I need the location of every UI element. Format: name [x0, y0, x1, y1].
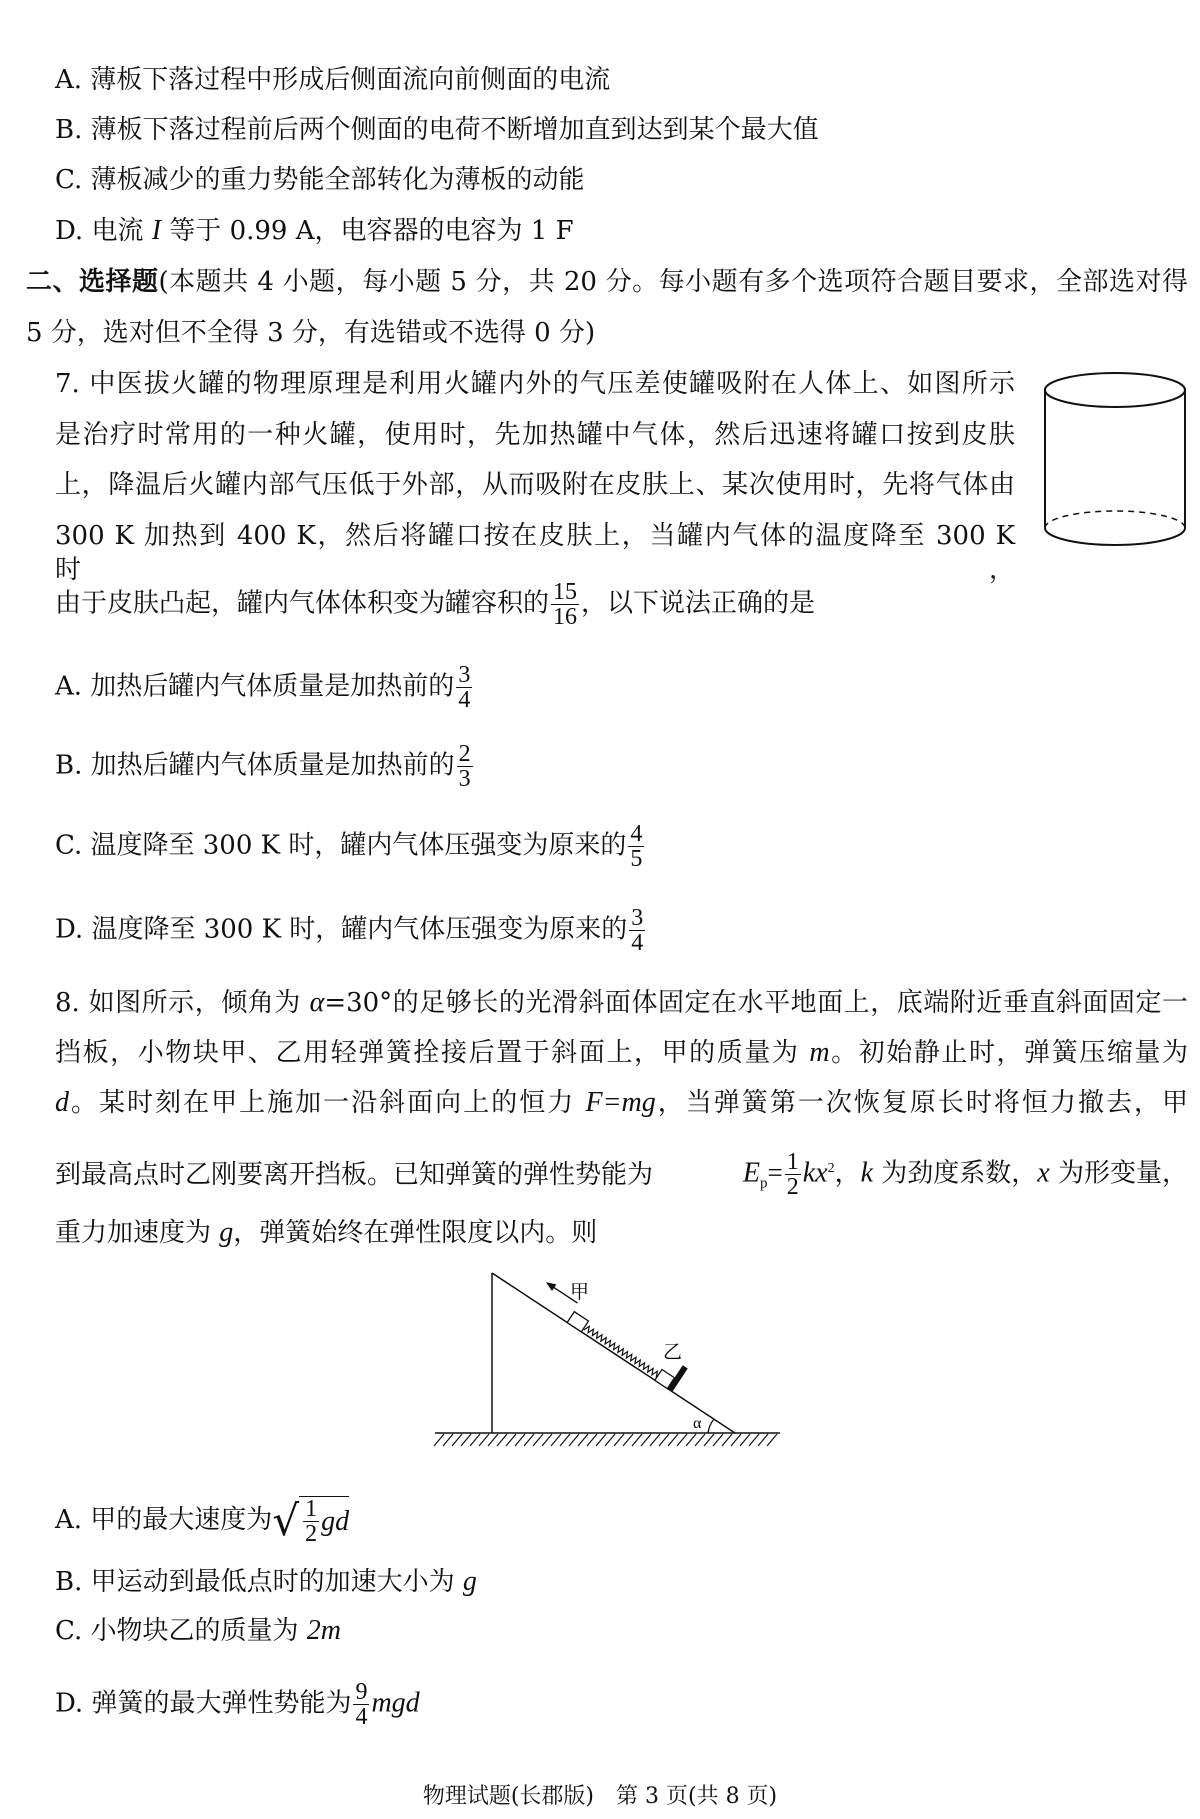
- text: A. 甲的最大速度为: [55, 1505, 273, 1535]
- var-i: I: [151, 215, 162, 246]
- denominator: 4: [458, 687, 471, 713]
- ground-hatch: [569, 1434, 579, 1446]
- ground-hatch: [452, 1434, 462, 1446]
- text: 。某时刻在甲上施加一沿斜面向上的恒力: [69, 1088, 586, 1118]
- text: ，以下说法正确的是: [581, 588, 816, 619]
- numerator: 2: [458, 741, 471, 767]
- ground-hatch: [632, 1434, 642, 1446]
- section-title: 二、选择题: [26, 267, 159, 297]
- text: D. 温度降至 300 K 时，罐内气体压强变为原来的: [55, 914, 628, 945]
- fraction: [456, 663, 472, 712]
- var: m: [809, 1037, 830, 1068]
- ground-hatch: [740, 1434, 750, 1446]
- incline-figure: [430, 1270, 790, 1470]
- fraction: [353, 1680, 369, 1729]
- ground-hatch: [497, 1434, 507, 1446]
- alpha-label: α: [693, 1415, 702, 1432]
- q8-line: [55, 1086, 1188, 1120]
- denominator: 16: [553, 604, 578, 630]
- var: mgd: [371, 1687, 420, 1719]
- q7-line: 上，降温后火罐内部气压低于外部，从而吸附在皮肤上、某次使用时，先将气体由: [55, 470, 1015, 500]
- var: F=mg: [585, 1087, 656, 1118]
- q8-line: [55, 986, 1188, 1020]
- ground-hatch: [614, 1434, 624, 1446]
- arrow-head-icon: [544, 1279, 557, 1291]
- numerator: 3: [458, 662, 471, 688]
- text: ，: [834, 1158, 861, 1189]
- prev-option-b: B. 薄板下落过程前后两个侧面的电荷不断增加直到达到某个最大值: [55, 115, 819, 145]
- q7-option-b[interactable]: [55, 742, 475, 791]
- ground-hatch: [650, 1434, 660, 1446]
- numerator: 1: [305, 1496, 318, 1522]
- text: 重力加速度为: [55, 1218, 220, 1248]
- ground-hatch: [524, 1434, 534, 1446]
- ground-hatch: [686, 1434, 696, 1446]
- q8-line: [55, 1216, 597, 1250]
- numerator: 1: [786, 1149, 799, 1175]
- text: B. 加热后罐内气体质量是加热前的: [55, 750, 455, 781]
- ground-hatch: [578, 1434, 588, 1446]
- var: gd: [321, 1505, 350, 1537]
- numerator: 9: [355, 1679, 368, 1705]
- cylinder-figure: [1040, 368, 1190, 553]
- denominator: 4: [631, 930, 644, 956]
- denominator: 3: [458, 766, 471, 792]
- ground-hatch: [659, 1434, 669, 1446]
- var: E: [742, 1157, 760, 1189]
- prev-option-d: [55, 214, 574, 248]
- fraction: [629, 906, 645, 955]
- radical-icon: √: [272, 1496, 300, 1545]
- ground-hatch: [668, 1434, 678, 1446]
- denominator: 4: [355, 1704, 368, 1730]
- ground-hatch: [596, 1434, 606, 1446]
- ground-hatch: [695, 1434, 705, 1446]
- text: A. 加热后罐内气体质量是加热前的: [55, 671, 455, 702]
- q7-line-last: [55, 580, 815, 629]
- text: ，当弹簧第一次恢复原长时将恒力撤去，甲: [655, 1088, 1188, 1118]
- q7-line: 300 K 加热到 400 K，然后将罐口按在皮肤上，当罐内气体的温度降至 300 K 时，: [55, 521, 1015, 585]
- q7-option-c[interactable]: [55, 822, 646, 871]
- ground-hatch: [443, 1434, 453, 1446]
- var: g: [462, 1566, 477, 1597]
- text: 为劲度系数，: [873, 1158, 1038, 1189]
- ground-hatch: [515, 1434, 525, 1446]
- ground-hatch: [434, 1434, 444, 1446]
- fraction: [551, 580, 579, 629]
- q7-line: 是治疗时常用的一种火罐，使用时，先加热罐中气体，然后迅速将罐口按到皮肤: [55, 420, 1015, 450]
- text: 8. 如图所示，倾角为: [55, 988, 310, 1018]
- var: g: [219, 1217, 234, 1248]
- ground-hatch: [488, 1434, 498, 1446]
- ground-hatch: [722, 1434, 732, 1446]
- ground-hatch: [704, 1434, 714, 1446]
- numerator: 3: [631, 905, 644, 931]
- text: C. 小物块乙的质量为: [55, 1616, 307, 1646]
- denominator: 2: [786, 1174, 799, 1200]
- var: d: [55, 1087, 69, 1118]
- var: k: [860, 1157, 874, 1189]
- var: kx: [802, 1157, 828, 1189]
- ground-hatch: [767, 1434, 777, 1446]
- subscript: p: [759, 1175, 768, 1192]
- var: α: [309, 987, 325, 1018]
- q8-line: [55, 1036, 1188, 1070]
- fraction: [303, 1497, 319, 1546]
- text: 由于皮肤凸起，罐内气体体积变为罐容积的: [55, 588, 550, 619]
- var: x: [1037, 1157, 1050, 1189]
- label-yi: 乙: [663, 1341, 683, 1363]
- ground-hatch: [560, 1434, 570, 1446]
- page-footer: 物理试题(长郡版) 第 3 页(共 8 页): [422, 1784, 778, 1809]
- ground-hatch: [551, 1434, 561, 1446]
- ground-hatch: [758, 1434, 768, 1446]
- prev-option-c: C. 薄板减少的重力势能全部转化为薄板的动能: [55, 165, 585, 195]
- section-2-heading: [26, 265, 1188, 299]
- fraction: [785, 1150, 801, 1199]
- text: =30°的足够长的光滑斜面体固定在水平地面上，底端附近垂直斜面固定一: [324, 988, 1188, 1018]
- prev-option-a: A. 薄板下落过程中形成后侧面流向前侧面的电流: [55, 65, 611, 95]
- text: 挡板，小物块甲、乙用轻弹簧拴接后置于斜面上，甲的质量为: [55, 1038, 810, 1068]
- section-desc: (本题共 4 小题，每小题 5 分，共 20 分。每小题有多个选项符合题目要求，全部选对得: [158, 267, 1188, 297]
- denominator: 2: [305, 1521, 318, 1547]
- ground-hatch: [479, 1434, 489, 1446]
- q8-option-c[interactable]: [55, 1614, 341, 1648]
- q8-line: [55, 1150, 1188, 1201]
- text: 。初始静止时，弹簧压缩量为: [829, 1038, 1188, 1068]
- ground-hatch: [641, 1434, 651, 1446]
- denominator: 5: [630, 846, 643, 872]
- ground-hatch: [677, 1434, 687, 1446]
- q7-option-a[interactable]: [55, 663, 474, 712]
- q8-option-d[interactable]: [55, 1680, 420, 1729]
- section-2-desc-2: 5 分，选对但不全得 3 分，有选错或不选得 0 分): [26, 318, 596, 348]
- var: 2m: [306, 1615, 341, 1646]
- q7-line: 7. 中医拔火罐的物理原理是利用火罐内外的气压差使罐吸附在人体上、如图所示: [55, 369, 1015, 399]
- superscript: 2: [827, 1160, 835, 1176]
- text: C. 温度降至 300 K 时，罐内气体压强变为原来的: [55, 830, 627, 861]
- ground-hatch: [623, 1434, 633, 1446]
- text: D. 弹簧的最大弹性势能为: [55, 1688, 352, 1719]
- text: 为形变量，: [1049, 1158, 1188, 1189]
- text: B. 甲运动到最低点时的加速大小为: [55, 1567, 463, 1597]
- q8-option-b[interactable]: [55, 1565, 477, 1599]
- q8-option-a[interactable]: [55, 1496, 349, 1546]
- ground-hatch: [470, 1434, 480, 1446]
- text: 等于 0.99 A，电容器的电容为 1 F: [161, 216, 574, 246]
- ground-hatch: [506, 1434, 516, 1446]
- ground-hatch: [533, 1434, 543, 1446]
- q7-option-d[interactable]: [55, 906, 647, 955]
- fraction: [457, 742, 473, 791]
- ground-hatch: [587, 1434, 597, 1446]
- spring: [584, 1325, 660, 1378]
- sqrt: [272, 1496, 349, 1546]
- ground-hatch: [749, 1434, 759, 1446]
- ground-hatch: [713, 1434, 723, 1446]
- ground-hatch: [542, 1434, 552, 1446]
- label-jia: 甲: [570, 1281, 590, 1303]
- fraction: [628, 822, 644, 871]
- numerator: 4: [630, 821, 643, 847]
- text: D. 电流: [55, 216, 152, 246]
- numerator: 15: [553, 579, 578, 605]
- ground-hatch: [461, 1434, 471, 1446]
- ground-hatch: [731, 1434, 741, 1446]
- text: =: [767, 1157, 783, 1188]
- ground-hatch: [605, 1434, 615, 1446]
- text: 到最高点时乙刚要离开挡板。已知弹簧的弹性势能为: [55, 1160, 654, 1191]
- text: ，弹簧始终在弹性限度以内。则: [233, 1218, 598, 1248]
